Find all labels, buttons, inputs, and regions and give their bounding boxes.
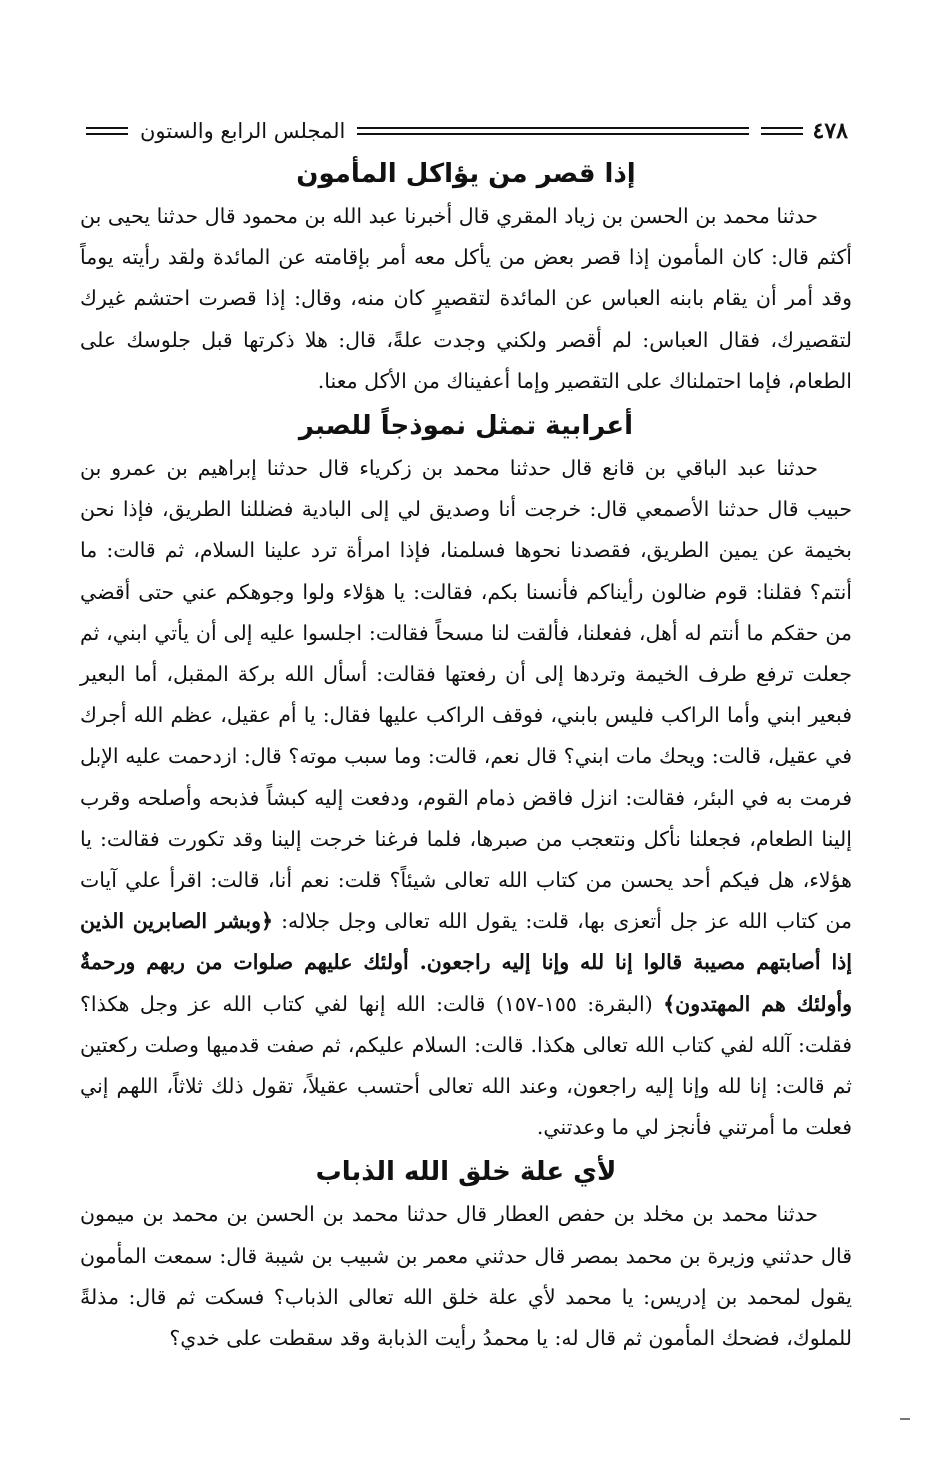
section-heading: أعرابية تمثل نموذجاً للصبر [298,411,634,442]
section-paragraph [80,448,852,1148]
section-paragraph: حدثنا محمد بن مخلد بن حفص العطار قال حدثنا محمد بن الحسن بن محمد بن ميمون قال حدثني وزيرة بن محمد بمصر قال حدثني معمر بن شبيب بن شيبة قال: سمعت المأمون يقول لمحمد بن إدريس: يا محمد لأي علة خلق الله تعالى الذباب؟ فسكت ثم قال: مذلةً للملوك، فضحك المأمون ثم قال له: يا محمدُ رأيت الذبابة وقد سقطت على خدي؟ [80,1202,852,1351]
header-rule-long [357,127,748,135]
section-bedouin-woman [80,406,852,1148]
narration-continuation: (البقرة: ١٥٥-١٥٧) قالت: الله إنها لفي كتاب الله عز وجل هكذا؟ فقلت: آلله لفي كتاب الله تعالى هكذا. قالت: السلام عليكم، ثم صفت قدميها وصلت ركعتين ثم قالت: إنا لله وإنا إليه راجعون، وعند الله تعالى أحتسب عقيلاً، تقول ذلك ثلاثاً، اللهم إني فعلت ما أمرتني فأنجز لي ما وعدتني. [80,991,852,1140]
book-page [80,112,852,1359]
section-paragraph: حدثنا محمد بن الحسن بن زياد المقري قال أخبرنا عبد الله بن محمود قال حدثنا يحيى بن أكثم قال: كان المأمون إذا قصر بعض من يأكل معه أمر بإقامته عن المائدة ولقد رأيته يوماً وقد أمر أن يقام بابنه العباس عن المائدة لتقصيرٍ كان منه، وقال: إذا قصرت احتشم غيرك لتقصيرك، فقال العباس: لم أقصر ولكني وجدت علةً، قال: هلا ذكرتها قبل جلوسك على الطعام، فإما احتملناك على التقصير وإما أعفيناك من الأكل معنا. [80,204,852,393]
section-heading: لأي علة خلق الله الذباب [315,1157,617,1188]
header-rule-end [86,127,128,135]
section-fly [80,1152,852,1359]
header-rule-short [761,127,803,135]
running-header [80,112,852,150]
running-title: المجلس الرابع والستون [140,119,346,143]
section-mamoun-table [80,154,852,402]
section-heading: إذا قصر من يؤاكل المأمون [296,159,636,189]
page-number: ٤٧٨ [812,118,848,144]
scan-mark [900,1418,910,1420]
narration-text: حدثنا عبد الباقي بن قانع قال حدثنا محمد بن زكرياء قال حدثنا إبراهيم بن عمرو بن حبيب قال حدثنا الأصمعي قال: خرجت أنا وصديق لي إلى البادية فضللنا الطريق، فإذا نحن بخيمة عن يمين الطريق، فقصدنا نحوها فسلمنا، فإذا امرأة ترد علينا السلام، ثم قالت: ما أنتم؟ فقلنا: قوم ضالون رأيناكم فأنسنا بكم، فقالت: يا هؤلاء ولوا وجوهكم عني حتى أقضي من حقكم ما أنتم له أهل، ففعلنا، فألقت لنا مسحاً فقالت: اجلسوا عليه إلى أن يأتي ابني، ثم جعلت ترفع طرف الخيمة وتردها إلى أن رفعتها فقالت: أسأل الله بركة المقبل، أما البعير فبعير ابني وأما الراكب فليس بابني، فوقف الراكب عليها فقال: يا أم عقيل، عظم الله أجرك في عقيل، قالت: ويحك مات ابني؟ قال نعم، قالت: وما سبب موته؟ قال: ازدحمت عليه الإبل فرمت به في البئر، فقالت: انزل فاقض ذمام القوم، ودفعت إليه كبشاً فذبحه وأصلحه وقرب إلينا الطعام، فجعلنا نأكل ونتعجب من صبرها، فلما فرغنا خرجت إلينا وقد تكورت فقالت: يا هؤلاء، هل فيكم أحد يحسن من كتاب الله تعالى شيئاً؟ قلت: نعم أنا، قالت: اقرأ علي آيات من كتاب الله عز جل أتعزى بها، قلت: يقول الله تعالى وجل جلاله: [80,456,853,934]
quran-verse: ﴿وبشر الصابرين الذين إذا أصابتهم مصيبة قالوا إنا لله وإنا إليه راجعون. أولئك عليهم صلوات من ربهم ورحمةٌ وأولئك هم المهتدون﴾ [80,909,852,1016]
